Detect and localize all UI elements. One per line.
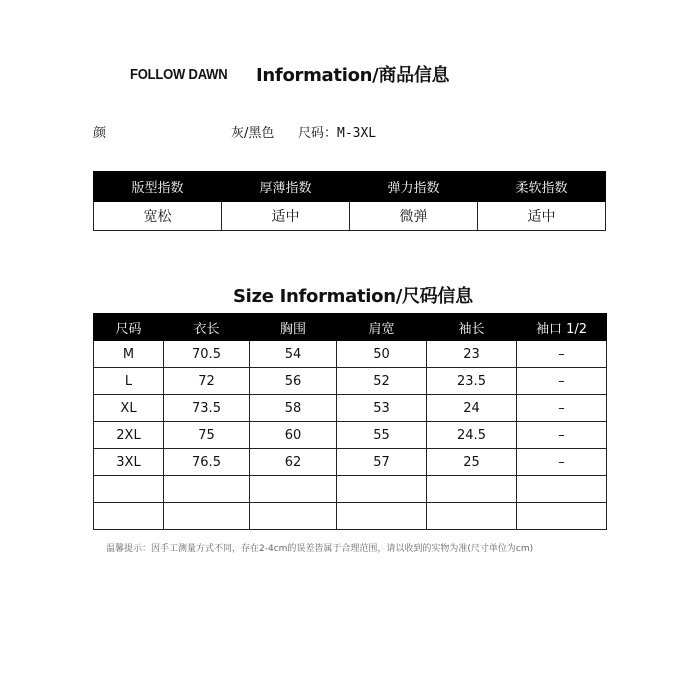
- table-cell: L: [94, 368, 164, 395]
- table-row: [94, 395, 607, 422]
- table-cell: [164, 503, 250, 530]
- table-row: [94, 503, 607, 530]
- table-cell: 72: [164, 368, 250, 395]
- table-cell: [250, 476, 337, 503]
- table-cell: 53: [337, 395, 427, 422]
- header-cell: 胸围: [250, 314, 337, 341]
- color-value: 灰/黑色: [231, 126, 275, 141]
- table-row: [94, 449, 607, 476]
- header-cell: 衣长: [164, 314, 250, 341]
- table-cell: –: [517, 449, 607, 476]
- header-cell: 厚薄指数: [222, 172, 350, 202]
- table-row: [94, 422, 607, 449]
- table-cell: –: [517, 422, 607, 449]
- table-cell: 52: [337, 368, 427, 395]
- table-cell: 24.5: [427, 422, 517, 449]
- table-cell: –: [517, 341, 607, 368]
- table-cell: [94, 476, 164, 503]
- table-cell: –: [517, 368, 607, 395]
- size-section-title: Size Information/尺码信息: [233, 286, 473, 307]
- table-cell: 23.5: [427, 368, 517, 395]
- table-cell: 3XL: [94, 449, 164, 476]
- header-cell: 袖口 1/2: [517, 314, 607, 341]
- table-cell: 50: [337, 341, 427, 368]
- table-cell: 适中: [478, 202, 606, 231]
- table-cell: 58: [250, 395, 337, 422]
- table-cell: 2XL: [94, 422, 164, 449]
- table-cell: [94, 503, 164, 530]
- fabric-index-table: [93, 171, 606, 231]
- size-range: 尺码：M-3XL: [298, 126, 377, 141]
- product-spec-line: [0, 122, 700, 142]
- table-cell: 宽松: [94, 202, 222, 231]
- table-cell: [427, 476, 517, 503]
- table-row: [94, 202, 606, 231]
- header-cell: 尺码: [94, 314, 164, 341]
- table-header-row: [94, 314, 607, 341]
- table-header-row: [94, 172, 606, 202]
- table-cell: 57: [337, 449, 427, 476]
- header-cell: 柔软指数: [478, 172, 606, 202]
- measurement-note: 温馨提示：因手工测量方式不同，存在2-4cm的误差皆属于合理范围，请以收到的实物为准(尺寸单位为cm): [106, 544, 534, 554]
- table-cell: 微弹: [350, 202, 478, 231]
- table-cell: 70.5: [164, 341, 250, 368]
- brand-logo: FOLLOW DAWN: [130, 66, 228, 83]
- page-title: Information/商品信息: [256, 65, 450, 86]
- table-cell: [337, 503, 427, 530]
- table-cell: [427, 503, 517, 530]
- table-row: [94, 341, 607, 368]
- table-cell: [517, 476, 607, 503]
- table-cell: 23: [427, 341, 517, 368]
- header-cell: 袖长: [427, 314, 517, 341]
- header-cell: 版型指数: [94, 172, 222, 202]
- table-cell: 25: [427, 449, 517, 476]
- table-cell: 56: [250, 368, 337, 395]
- header-cell: 肩宽: [337, 314, 427, 341]
- color-label: 颜: [93, 126, 107, 141]
- header-cell: 弹力指数: [350, 172, 478, 202]
- table-cell: 适中: [222, 202, 350, 231]
- table-cell: M: [94, 341, 164, 368]
- table-cell: 60: [250, 422, 337, 449]
- table-cell: 24: [427, 395, 517, 422]
- table-cell: –: [517, 395, 607, 422]
- size-table: [93, 313, 607, 530]
- table-cell: 76.5: [164, 449, 250, 476]
- table-cell: [250, 503, 337, 530]
- table-cell: 73.5: [164, 395, 250, 422]
- table-cell: [337, 476, 427, 503]
- table-cell: XL: [94, 395, 164, 422]
- table-cell: 62: [250, 449, 337, 476]
- table-row: [94, 476, 607, 503]
- table-cell: [164, 476, 250, 503]
- table-row: [94, 368, 607, 395]
- table-cell: 54: [250, 341, 337, 368]
- table-cell: [517, 503, 607, 530]
- table-cell: 55: [337, 422, 427, 449]
- table-cell: 75: [164, 422, 250, 449]
